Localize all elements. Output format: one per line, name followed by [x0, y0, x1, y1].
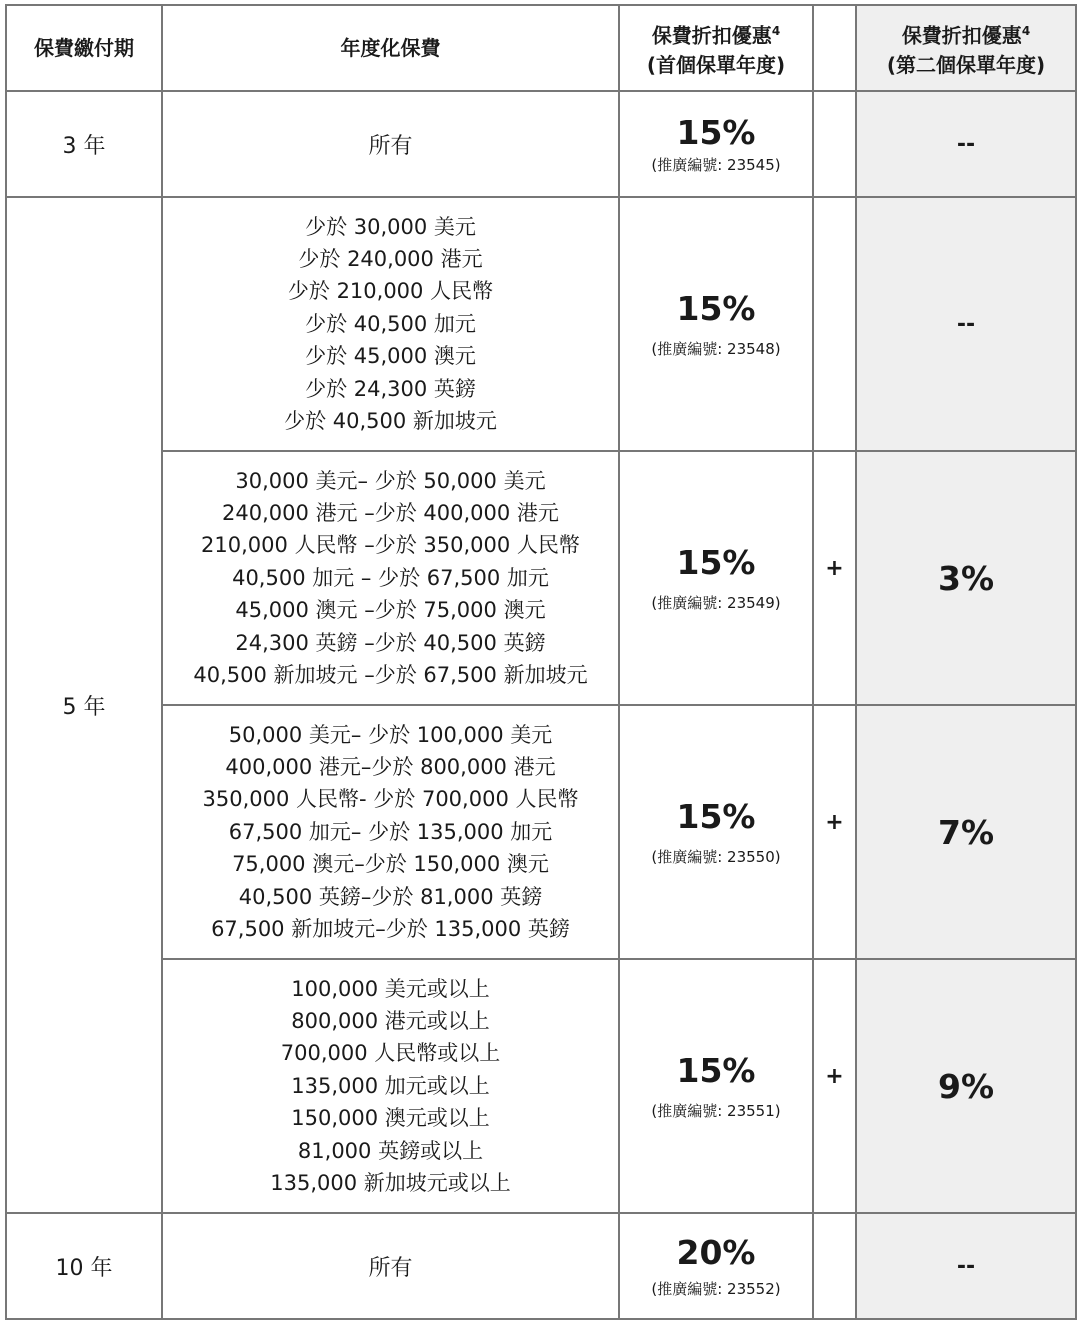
- table-row: [6, 197, 1076, 451]
- premium-range-line: 400,000 港元–少於 800,000 港元: [225, 754, 556, 779]
- discount-table: [5, 4, 1077, 1320]
- table-row: [6, 959, 1076, 1213]
- premium-cell: [162, 705, 619, 959]
- table-row: [6, 451, 1076, 705]
- discount1-cell: [619, 197, 813, 451]
- premium-cell: [162, 197, 619, 451]
- premium-range-line: 少於 45,000 澳元: [305, 344, 476, 369]
- premium-range-line: 700,000 人民幣或以上: [280, 1041, 501, 1066]
- promo-code: (推廣編號: 23548): [651, 340, 781, 358]
- discount2-cell: 7%: [856, 705, 1076, 959]
- premium-range-line: 少於 40,500 加元: [305, 311, 476, 336]
- discount1-cell: [619, 1213, 813, 1319]
- promo-code: (推廣編號: 23545): [651, 156, 781, 174]
- premium-range-line: 100,000 美元或以上: [291, 976, 490, 1001]
- plus-cell: +: [813, 959, 856, 1213]
- discount1-value: 15%: [676, 543, 756, 582]
- premium-range-line: 67,500 加元– 少於 135,000 加元: [228, 819, 553, 844]
- premium-cell: 所有: [162, 1213, 619, 1319]
- term-cell: 3 年: [6, 91, 162, 197]
- discount1-value: 15%: [676, 797, 756, 836]
- premium-range-line: 24,300 英鎊 –少於 40,500 英鎊: [235, 630, 546, 655]
- header-discount2-sub: (第二個保單年度): [886, 53, 1046, 78]
- premium-range-line: 40,500 新加坡元 –少於 67,500 新加坡元: [193, 663, 588, 688]
- premium-range-line: 40,500 英鎊–少於 81,000 英鎊: [238, 884, 543, 909]
- premium-cell: 所有: [162, 91, 619, 197]
- term-cell: 10 年: [6, 1213, 162, 1319]
- discount1-cell: [619, 451, 813, 705]
- header-discount2-title: 保費折扣優惠: [901, 23, 1022, 48]
- premium-range-line: 135,000 新加坡元或以上: [270, 1171, 511, 1196]
- discount1-value: 15%: [676, 1051, 756, 1090]
- premium-range-line: 67,500 新加坡元–少於 135,000 英鎊: [211, 917, 570, 942]
- table-row: [6, 1213, 1076, 1319]
- promo-code: (推廣編號: 23551): [651, 1102, 781, 1120]
- premium-cell: [162, 451, 619, 705]
- premium-range-line: 150,000 澳元或以上: [291, 1106, 490, 1131]
- premium-range-line: 少於 210,000 人民幣: [287, 279, 494, 304]
- promo-code: (推廣編號: 23552): [651, 1280, 781, 1298]
- header-term: 保費繳付期: [6, 5, 162, 91]
- discount1-cell: [619, 959, 813, 1213]
- premium-range-line: 81,000 英鎊或以上: [297, 1138, 484, 1163]
- premium-range-line: 135,000 加元或以上: [291, 1073, 490, 1098]
- header-row: [6, 5, 1076, 91]
- header-discount-second-year: [856, 5, 1076, 91]
- premium-range-line: 少於 240,000 港元: [298, 246, 483, 271]
- discount1-value: 15%: [676, 289, 756, 328]
- premium-range-line: 30,000 美元– 少於 50,000 美元: [235, 468, 546, 493]
- table-row: [6, 91, 1076, 197]
- plus-cell: [813, 197, 856, 451]
- plus-cell: +: [813, 705, 856, 959]
- premium-range-line: 75,000 澳元–少於 150,000 澳元: [232, 852, 549, 877]
- premium-range-line: 240,000 港元 –少於 400,000 港元: [222, 500, 559, 525]
- discount2-cell: 3%: [856, 451, 1076, 705]
- discount1-value: 15%: [676, 113, 756, 152]
- discount1-value: 20%: [676, 1233, 756, 1272]
- table-row: [6, 705, 1076, 959]
- discount2-cell: --: [856, 91, 1076, 197]
- premium-range-line: 40,500 加元 – 少於 67,500 加元: [232, 565, 549, 590]
- discount2-cell: 9%: [856, 959, 1076, 1213]
- premium-range-line: 少於 40,500 新加坡元: [284, 409, 497, 434]
- discount1-cell: [619, 705, 813, 959]
- discount1-cell: [619, 91, 813, 197]
- premium-range-line: 210,000 人民幣 –少於 350,000 人民幣: [201, 533, 580, 558]
- header-premium: 年度化保費: [162, 5, 619, 91]
- header-discount1-title: 保費折扣優惠: [651, 23, 772, 48]
- footnote-marker: 4: [1021, 23, 1031, 38]
- premium-range-line: 50,000 美元– 少於 100,000 美元: [228, 722, 553, 747]
- header-discount1-sub: (首個保單年度): [646, 53, 786, 78]
- plus-cell: [813, 1213, 856, 1319]
- premium-range-line: 350,000 人民幣- 少於 700,000 人民幣: [202, 787, 579, 812]
- plus-cell: +: [813, 451, 856, 705]
- header-plus-spacer: [813, 5, 856, 91]
- discount2-cell: --: [856, 1213, 1076, 1319]
- premium-range-line: 800,000 港元或以上: [291, 1008, 490, 1033]
- premium-range-line: 少於 30,000 美元: [305, 214, 476, 239]
- premium-range-line: 45,000 澳元 –少於 75,000 澳元: [235, 598, 546, 623]
- term-cell: 5 年: [6, 197, 162, 1213]
- header-discount-first-year: [619, 5, 813, 91]
- premium-range-line: 少於 24,300 英鎊: [305, 376, 476, 401]
- discount2-cell: --: [856, 197, 1076, 451]
- premium-cell: [162, 959, 619, 1213]
- promo-code: (推廣編號: 23550): [651, 848, 781, 866]
- plus-cell: [813, 91, 856, 197]
- promo-code: (推廣編號: 23549): [651, 594, 781, 612]
- footnote-marker: 4: [771, 23, 781, 38]
